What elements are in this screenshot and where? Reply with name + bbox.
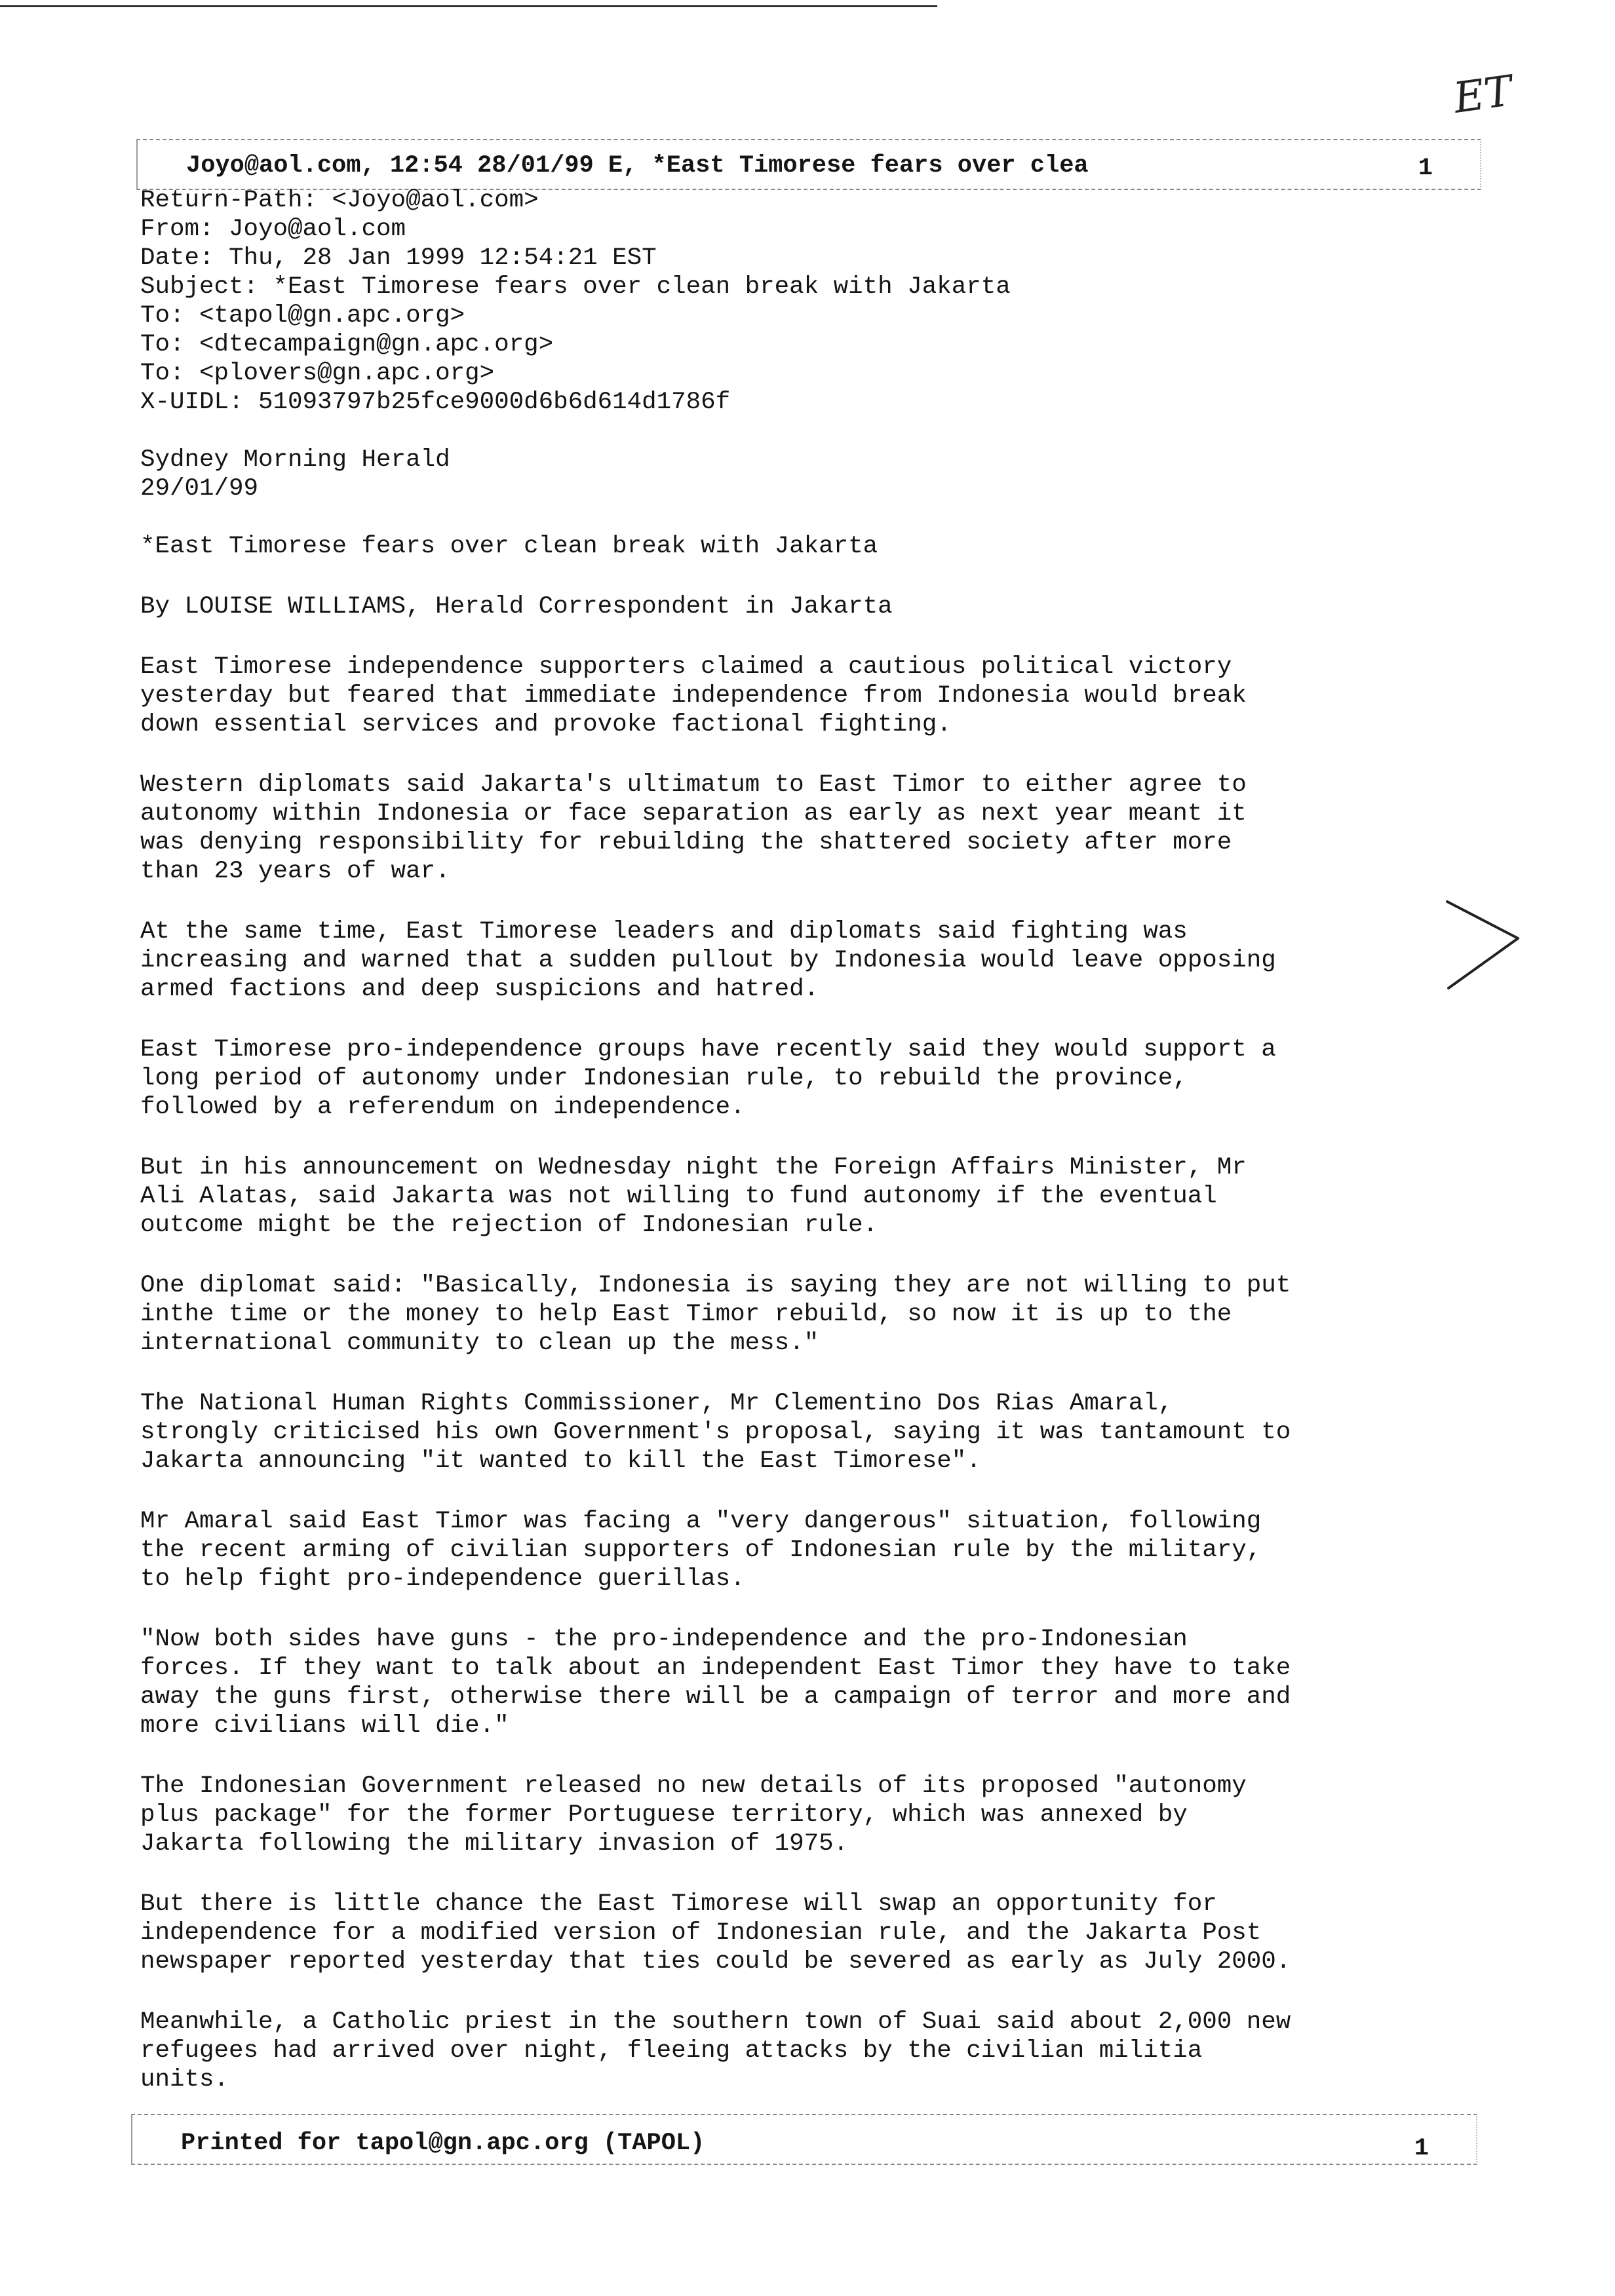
- article-paragraph: But there is little chance the East Timorese will swap an opportunity for independence for a modified version of Indonesian rule, and the Jakarta Post newspaper reported yesterday that ties could be severed as early as July 2000.: [140, 1890, 1291, 1976]
- print-header-text: Joyo@aol.com, 12:54 28/01/99 E, *East Timorese fears over clea: [186, 152, 1089, 180]
- article-source: Sydney Morning Herald: [140, 446, 450, 474]
- article-headline: *East Timorese fears over clean break with Jakarta: [140, 533, 878, 560]
- article-paragraph: The National Human Rights Commissioner, Mr Clementino Dos Rias Amaral, strongly criticised his own Government's proposal, saying it was tantamount to Jakarta announcing "it wanted to kill the East Timorese".: [140, 1390, 1291, 1475]
- handwritten-annotation: ET: [1450, 67, 1516, 123]
- header-from: From: Joyo@aol.com: [140, 216, 406, 243]
- print-header-page-number: 1: [1418, 155, 1433, 182]
- header-date: Date: Thu, 28 Jan 1999 12:54:21 EST: [140, 244, 657, 272]
- email-document: [140, 186, 1464, 2126]
- article-paragraph: But in his announcement on Wednesday night the Foreign Affairs Minister, Mr Ali Alatas, said Jakarta was not willing to fund autonomy if the eventual outcome might be the rejection of Indonesian rule.: [140, 1154, 1247, 1239]
- article-paragraph: "Now both sides have guns - the pro-independence and the pro-Indonesian forces. If they want to talk about an independent East Timor they have to take away the guns first, otherwise there will be a campaign of terror and more and more civilians will die.": [140, 1626, 1291, 1740]
- print-footer-text: Printed for tapol@gn.apc.org (TAPOL): [181, 2130, 705, 2157]
- email-headers: [140, 186, 1464, 417]
- header-x-uidl: X-UIDL: 51093797b25fce9000d6b6d614d1786f: [140, 389, 731, 416]
- print-header: [136, 139, 1481, 190]
- top-rule: [0, 5, 937, 7]
- header-subject: Subject: *East Timorese fears over clean break with Jakarta: [140, 273, 1011, 301]
- article-byline: By LOUISE WILLIAMS, Herald Correspondent in Jakarta: [140, 593, 893, 621]
- print-footer-page-number: 1: [1414, 2135, 1429, 2162]
- header-to: To: <dtecampaign@gn.apc.org>: [140, 331, 554, 358]
- article-paragraph: One diplomat said: "Basically, Indonesia is saying they are not willing to put inthe time or the money to help East Timor rebuild, so now it is up to the international community to clean up the mess.": [140, 1272, 1291, 1357]
- article-paragraph: At the same time, East Timorese leaders and diplomats said fighting was increasing and warned that a sudden pullout by Indonesia would leave opposing armed factions and deep suspicions and hatred.: [140, 918, 1276, 1003]
- article-paragraph: East Timorese independence supporters claimed a cautious political victory yesterday but feared that immediate independence from Indonesia would break down essential services and provoke factional fighting.: [140, 653, 1247, 738]
- article-paragraph: East Timorese pro-independence groups have recently said they would support a long period of autonomy under Indonesian rule, to rebuild the province, followed by a referendum on independence.: [140, 1036, 1276, 1121]
- article-paragraph: Mr Amaral said East Timor was facing a "very dangerous" situation, following the recent arming of civilian supporters of Indonesian rule by the military, to help fight pro-independence guerillas.: [140, 1508, 1262, 1593]
- article-body: [140, 653, 1464, 2094]
- article-paragraph: Western diplomats said Jakarta's ultimatum to East Timor to either agree to autonomy within Indonesia or face separation as early as next year meant it was denying responsibility for rebuilding the shattered society after more than 23 years of war.: [140, 771, 1247, 885]
- article-date: 29/01/99: [140, 475, 259, 503]
- header-return-path: Return-Path: <Joyo@aol.com>: [140, 187, 539, 214]
- print-footer: [131, 2114, 1477, 2165]
- header-to: To: <tapol@gn.apc.org>: [140, 302, 465, 330]
- article-paragraph: Meanwhile, a Catholic priest in the southern town of Suai said about 2,000 new refugees had arrived over night, fleeing attacks by the civilian militia units.: [140, 2008, 1291, 2094]
- header-to: To: <plovers@gn.apc.org>: [140, 360, 495, 387]
- article-paragraph: The Indonesian Government released no new details of its proposed "autonomy plus package" for the former Portuguese territory, which was annexed by Jakarta following the military invasion of 1975.: [140, 1772, 1247, 1858]
